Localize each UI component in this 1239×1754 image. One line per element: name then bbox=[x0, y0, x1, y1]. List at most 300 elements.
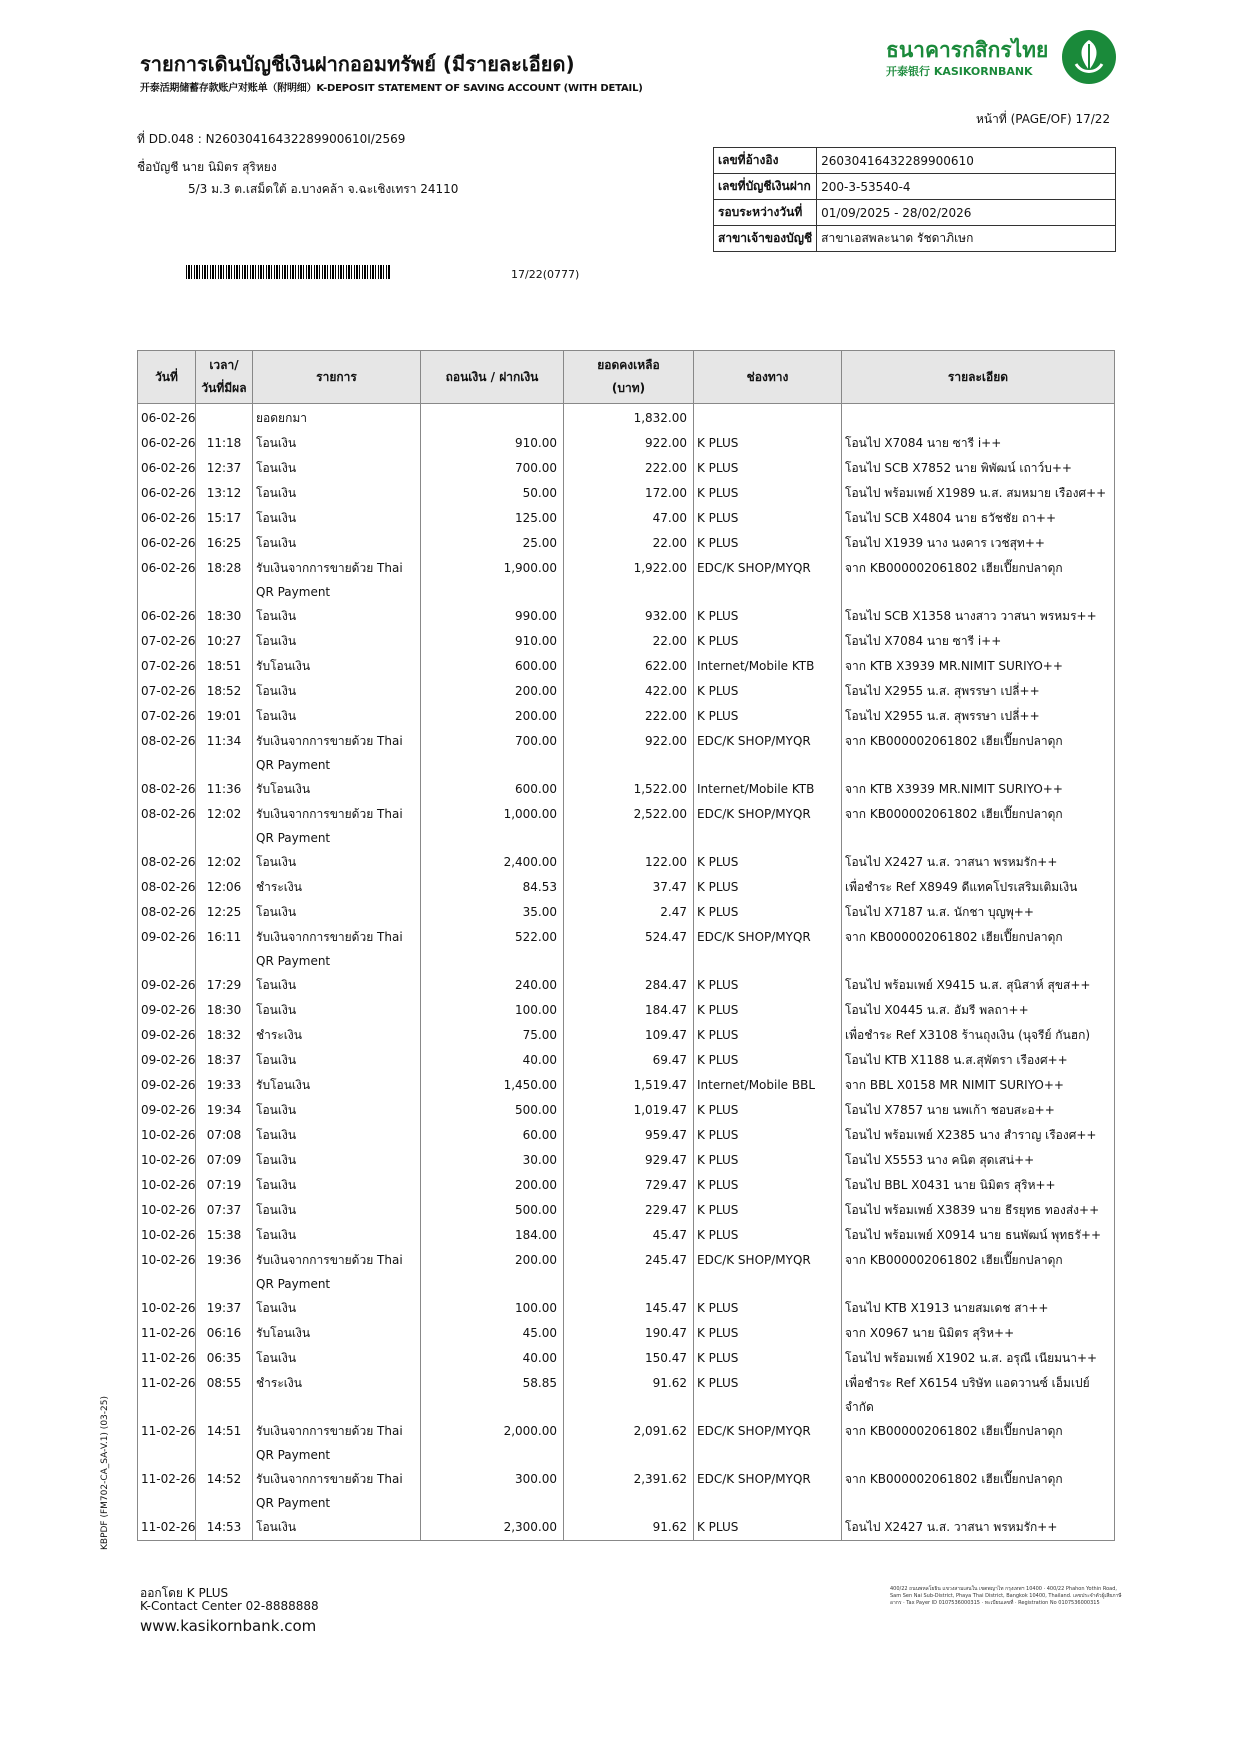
cell-detail: โอนไป SCB X1358 นางสาว วาสนา พรหมร++ bbox=[842, 604, 1115, 629]
table-row bbox=[138, 1296, 1115, 1321]
cell-amount: 100.00 bbox=[421, 998, 564, 1023]
cell-channel: Internet/Mobile KTB bbox=[694, 654, 842, 679]
cell-detail: โอนไป SCB X7852 นาย พิพัฒน์ เถาว์บ++ bbox=[842, 456, 1115, 481]
table-row bbox=[138, 850, 1115, 875]
cell-channel: K PLUS bbox=[694, 1048, 842, 1073]
cell-description: โอนเงิน bbox=[253, 1515, 421, 1541]
cell-balance: 109.47 bbox=[564, 1023, 694, 1048]
table-row bbox=[138, 1098, 1115, 1123]
cell-date: 11-02-26 bbox=[138, 1515, 196, 1541]
cell-channel: Internet/Mobile BBL bbox=[694, 1073, 842, 1098]
cell-detail: โอนไป X7084 นาย ซารี i++ bbox=[842, 629, 1115, 654]
cell-time: 11:18 bbox=[196, 431, 253, 456]
cell-time: 14:52 bbox=[196, 1467, 253, 1515]
table-row bbox=[138, 1371, 1115, 1419]
cell-description: โอนเงิน bbox=[253, 850, 421, 875]
cell-detail: โอนไป X2427 น.ส. วาสนา พรหมรัก++ bbox=[842, 1515, 1115, 1541]
account-holder-name: ชื่อบัญชี นาย นิมิตร สุริหยง bbox=[137, 160, 277, 174]
cell-channel: K PLUS bbox=[694, 629, 842, 654]
cell-time: 12:02 bbox=[196, 802, 253, 850]
cell-amount: 910.00 bbox=[421, 629, 564, 654]
cell-time: 19:34 bbox=[196, 1098, 253, 1123]
table-row bbox=[138, 1248, 1115, 1296]
table-row bbox=[138, 1515, 1115, 1541]
table-row bbox=[138, 1419, 1115, 1467]
barcode-number: 17/22(0777) bbox=[511, 268, 580, 281]
table-row bbox=[138, 679, 1115, 704]
cell-date: 08-02-26 bbox=[138, 850, 196, 875]
cell-time: 13:12 bbox=[196, 481, 253, 506]
cell-channel: K PLUS bbox=[694, 1346, 842, 1371]
table-row bbox=[138, 875, 1115, 900]
transaction-table bbox=[137, 350, 1115, 1541]
cell-description: โอนเงิน bbox=[253, 973, 421, 998]
cell-channel: K PLUS bbox=[694, 875, 842, 900]
table-row bbox=[138, 1467, 1115, 1515]
cell-channel: K PLUS bbox=[694, 456, 842, 481]
cell-amount: 1,000.00 bbox=[421, 802, 564, 850]
cell-amount: 100.00 bbox=[421, 1296, 564, 1321]
cell-description: ยอดยกมา bbox=[253, 404, 421, 432]
table-row bbox=[138, 1321, 1115, 1346]
cell-date: 09-02-26 bbox=[138, 973, 196, 998]
cell-description: โอนเงิน bbox=[253, 1173, 421, 1198]
cell-channel: K PLUS bbox=[694, 1515, 842, 1541]
col-header-date: วันที่ bbox=[138, 351, 196, 404]
cell-date: 07-02-26 bbox=[138, 629, 196, 654]
col-header-time: เวลา/ วันที่มีผล bbox=[196, 351, 253, 404]
cell-amount: 600.00 bbox=[421, 654, 564, 679]
cell-description: โอนเงิน bbox=[253, 1048, 421, 1073]
cell-balance: 929.47 bbox=[564, 1148, 694, 1173]
cell-time: 16:11 bbox=[196, 925, 253, 973]
info-value: สาขาเอสพละนาด รัชดาภิเษก bbox=[817, 226, 1116, 252]
cell-amount: 2,300.00 bbox=[421, 1515, 564, 1541]
cell-channel: EDC/K SHOP/MYQR bbox=[694, 729, 842, 777]
cell-balance: 122.00 bbox=[564, 850, 694, 875]
cell-detail: โอนไป X2955 น.ส. สุพรรษา เปลี่++ bbox=[842, 679, 1115, 704]
cell-description: โอนเงิน bbox=[253, 629, 421, 654]
cell-balance: 729.47 bbox=[564, 1173, 694, 1198]
col-header-description: รายการ bbox=[253, 351, 421, 404]
cell-date: 07-02-26 bbox=[138, 679, 196, 704]
table-row bbox=[138, 456, 1115, 481]
cell-date: 07-02-26 bbox=[138, 704, 196, 729]
cell-time: 18:37 bbox=[196, 1048, 253, 1073]
cell-time: 12:37 bbox=[196, 456, 253, 481]
cell-description: โอนเงิน bbox=[253, 1123, 421, 1148]
cell-time: 07:19 bbox=[196, 1173, 253, 1198]
info-value: 200-3-53540-4 bbox=[817, 174, 1116, 200]
cell-balance: 422.00 bbox=[564, 679, 694, 704]
cell-date: 08-02-26 bbox=[138, 900, 196, 925]
cell-detail: โอนไป X1939 นาง นงคาร เวชสุท++ bbox=[842, 531, 1115, 556]
cell-date: 06-02-26 bbox=[138, 506, 196, 531]
cell-description: โอนเงิน bbox=[253, 1148, 421, 1173]
cell-amount: 200.00 bbox=[421, 679, 564, 704]
cell-balance: 245.47 bbox=[564, 1248, 694, 1296]
cell-date: 09-02-26 bbox=[138, 1073, 196, 1098]
cell-description: รับโอนเงิน bbox=[253, 777, 421, 802]
table-row bbox=[138, 1198, 1115, 1223]
cell-time: 19:37 bbox=[196, 1296, 253, 1321]
cell-description: ชำระเงิน bbox=[253, 1023, 421, 1048]
cell-detail: โอนไป KTB X1913 นายสมเดช สา++ bbox=[842, 1296, 1115, 1321]
cell-amount: 40.00 bbox=[421, 1346, 564, 1371]
table-row bbox=[138, 1123, 1115, 1148]
cell-time: 18:52 bbox=[196, 679, 253, 704]
cell-balance: 959.47 bbox=[564, 1123, 694, 1148]
table-row bbox=[138, 1346, 1115, 1371]
cell-balance: 47.00 bbox=[564, 506, 694, 531]
table-row bbox=[138, 1048, 1115, 1073]
table-header-row bbox=[138, 351, 1115, 404]
cell-description: โอนเงิน bbox=[253, 704, 421, 729]
cell-amount: 60.00 bbox=[421, 1123, 564, 1148]
bank-name-en: 开泰银行 KASIKORNBANK bbox=[886, 65, 1033, 78]
cell-amount: 700.00 bbox=[421, 456, 564, 481]
cell-description: โอนเงิน bbox=[253, 456, 421, 481]
info-label: รอบระหว่างวันที่ bbox=[714, 200, 817, 226]
table-row bbox=[138, 404, 1115, 432]
cell-balance: 2,091.62 bbox=[564, 1419, 694, 1467]
cell-date: 08-02-26 bbox=[138, 875, 196, 900]
cell-channel: EDC/K SHOP/MYQR bbox=[694, 556, 842, 604]
cell-description: รับเงินจากการขายด้วย Thai QR Payment bbox=[253, 556, 421, 604]
cell-balance: 222.00 bbox=[564, 456, 694, 481]
cell-channel: K PLUS bbox=[694, 1098, 842, 1123]
col-header-balance: ยอดคงเหลือ (บาท) bbox=[564, 351, 694, 404]
cell-amount: 1,450.00 bbox=[421, 1073, 564, 1098]
cell-date: 06-02-26 bbox=[138, 604, 196, 629]
cell-balance: 2.47 bbox=[564, 900, 694, 925]
cell-amount: 200.00 bbox=[421, 704, 564, 729]
cell-time: 16:25 bbox=[196, 531, 253, 556]
cell-description: รับเงินจากการขายด้วย Thai QR Payment bbox=[253, 1467, 421, 1515]
cell-time: 12:25 bbox=[196, 900, 253, 925]
table-row bbox=[138, 1073, 1115, 1098]
cell-balance: 184.47 bbox=[564, 998, 694, 1023]
cell-date: 09-02-26 bbox=[138, 998, 196, 1023]
cell-balance: 622.00 bbox=[564, 654, 694, 679]
cell-date: 06-02-26 bbox=[138, 481, 196, 506]
cell-amount: 240.00 bbox=[421, 973, 564, 998]
cell-channel: K PLUS bbox=[694, 850, 842, 875]
cell-description: โอนเงิน bbox=[253, 998, 421, 1023]
cell-description: รับโอนเงิน bbox=[253, 654, 421, 679]
cell-detail: โอนไป พร้อมเพย์ X0914 นาย ธนพัฒน์ พุทธรั++ bbox=[842, 1223, 1115, 1248]
page-number: หน้าที่ (PAGE/OF) 17/22 bbox=[976, 112, 1111, 126]
cell-balance: 922.00 bbox=[564, 431, 694, 456]
cell-description: โอนเงิน bbox=[253, 431, 421, 456]
cell-channel: K PLUS bbox=[694, 1023, 842, 1048]
cell-channel bbox=[694, 404, 842, 432]
cell-time: 10:27 bbox=[196, 629, 253, 654]
cell-channel: EDC/K SHOP/MYQR bbox=[694, 1248, 842, 1296]
cell-time: 15:38 bbox=[196, 1223, 253, 1248]
cell-balance: 1,019.47 bbox=[564, 1098, 694, 1123]
cell-amount: 50.00 bbox=[421, 481, 564, 506]
cell-channel: K PLUS bbox=[694, 1321, 842, 1346]
col-header-channel: ช่องทาง bbox=[694, 351, 842, 404]
cell-time: 19:36 bbox=[196, 1248, 253, 1296]
table-row bbox=[138, 900, 1115, 925]
cell-channel: K PLUS bbox=[694, 1371, 842, 1419]
website-link[interactable]: www.kasikornbank.com bbox=[140, 1617, 317, 1635]
cell-balance: 1,922.00 bbox=[564, 556, 694, 604]
cell-detail: โอนไป KTB X1188 น.ส.สุพัตรา เรืองศ++ bbox=[842, 1048, 1115, 1073]
cell-amount: 25.00 bbox=[421, 531, 564, 556]
info-row bbox=[714, 200, 1116, 226]
cell-date: 06-02-26 bbox=[138, 431, 196, 456]
cell-time: 07:09 bbox=[196, 1148, 253, 1173]
cell-detail: โอนไป X7187 น.ส. นักชา บุญพุ++ bbox=[842, 900, 1115, 925]
cell-balance: 69.47 bbox=[564, 1048, 694, 1073]
cell-time: 06:35 bbox=[196, 1346, 253, 1371]
table-row bbox=[138, 481, 1115, 506]
cell-channel: K PLUS bbox=[694, 1123, 842, 1148]
cell-channel: K PLUS bbox=[694, 1173, 842, 1198]
cell-date: 08-02-26 bbox=[138, 729, 196, 777]
info-label: เลขที่อ้างอิง bbox=[714, 148, 817, 174]
cell-channel: EDC/K SHOP/MYQR bbox=[694, 925, 842, 973]
cell-channel: K PLUS bbox=[694, 1148, 842, 1173]
bank-address: 400/22 ถนนพหลโยธิน แขวงสามเสนใน เขตพญาไท กรุงเทพฯ 10400 · 400/22 Phahon Yothin Road, Sam Sen Nai Sub-District, Phaya Thai District, Bangkok 10400, Thailand. เลขประจำตัวผู้เสียภาษีอากร · Tax Payer ID 0107536000315 · ทะเบียนเลขที่ · Registration No 0107536000315 bbox=[890, 1586, 1122, 1606]
cell-date: 06-02-26 bbox=[138, 531, 196, 556]
document-reference: ที่ DD.048 : N26030416432289900610I/2569 bbox=[137, 132, 406, 146]
cell-amount: 300.00 bbox=[421, 1467, 564, 1515]
cell-date: 11-02-26 bbox=[138, 1346, 196, 1371]
cell-detail: จาก KB000002061802 เฮียเปี๊ยกปลาดุก bbox=[842, 802, 1115, 850]
table-row bbox=[138, 729, 1115, 777]
table-row bbox=[138, 973, 1115, 998]
table-row bbox=[138, 1223, 1115, 1248]
cell-detail: เพื่อชำระ Ref X8949 ดีแทคโปรเสริมเติมเงิน bbox=[842, 875, 1115, 900]
cell-date: 11-02-26 bbox=[138, 1371, 196, 1419]
cell-amount: 990.00 bbox=[421, 604, 564, 629]
cell-balance: 91.62 bbox=[564, 1515, 694, 1541]
bank-name-th: ธนาคารกสิกรไทย bbox=[886, 38, 1049, 62]
cell-detail: จาก KB000002061802 เฮียเปี๊ยกปลาดุก bbox=[842, 925, 1115, 973]
cell-time: 19:33 bbox=[196, 1073, 253, 1098]
cell-date: 06-02-26 bbox=[138, 556, 196, 604]
cell-balance: 222.00 bbox=[564, 704, 694, 729]
cell-description: โอนเงิน bbox=[253, 1296, 421, 1321]
account-holder-address: 5/3 ม.3 ต.เสม็ดใต้ อ.บางคล้า จ.ฉะเชิงเทรา 24110 bbox=[188, 182, 459, 196]
cell-description: รับเงินจากการขายด้วย Thai QR Payment bbox=[253, 1248, 421, 1296]
cell-description: โอนเงิน bbox=[253, 1098, 421, 1123]
cell-time: 07:37 bbox=[196, 1198, 253, 1223]
cell-description: ชำระเงิน bbox=[253, 875, 421, 900]
table-row bbox=[138, 1148, 1115, 1173]
cell-detail: โอนไป พร้อมเพย์ X3839 นาย ธีรยุทธ ทองส่ง++ bbox=[842, 1198, 1115, 1223]
cell-channel: K PLUS bbox=[694, 704, 842, 729]
cell-detail: โอนไป X2955 น.ส. สุพรรษา เปลี่++ bbox=[842, 704, 1115, 729]
cell-balance: 91.62 bbox=[564, 1371, 694, 1419]
table-row bbox=[138, 654, 1115, 679]
cell-detail: โอนไป BBL X0431 นาย นิมิตร สุริห++ bbox=[842, 1173, 1115, 1198]
cell-balance: 1,832.00 bbox=[564, 404, 694, 432]
cell-detail: โอนไป X2427 น.ส. วาสนา พรหมรัก++ bbox=[842, 850, 1115, 875]
cell-time: 08:55 bbox=[196, 1371, 253, 1419]
cell-balance: 22.00 bbox=[564, 531, 694, 556]
cell-detail: โอนไป พร้อมเพย์ X2385 นาง สำราญ เรืองศ++ bbox=[842, 1123, 1115, 1148]
cell-description: โอนเงิน bbox=[253, 1346, 421, 1371]
cell-amount: 1,900.00 bbox=[421, 556, 564, 604]
cell-channel: K PLUS bbox=[694, 1296, 842, 1321]
kasikornbank-logo-icon bbox=[1062, 30, 1116, 84]
cell-balance: 932.00 bbox=[564, 604, 694, 629]
cell-detail: โอนไป X7857 นาย นพเก้า ชอบสะอ++ bbox=[842, 1098, 1115, 1123]
col-header-detail: รายละเอียด bbox=[842, 351, 1115, 404]
cell-date: 11-02-26 bbox=[138, 1419, 196, 1467]
cell-time: 14:51 bbox=[196, 1419, 253, 1467]
cell-detail: โอนไป พร้อมเพย์ X9415 น.ส. สุนิสาห์ สุขส++ bbox=[842, 973, 1115, 998]
cell-detail: โอนไป พร้อมเพย์ X1902 น.ส. อรุณี เนียมนา++ bbox=[842, 1346, 1115, 1371]
cell-description: โอนเงิน bbox=[253, 1223, 421, 1248]
cell-channel: EDC/K SHOP/MYQR bbox=[694, 802, 842, 850]
table-row bbox=[138, 1023, 1115, 1048]
table-row bbox=[138, 531, 1115, 556]
cell-description: โอนเงิน bbox=[253, 531, 421, 556]
cell-channel: K PLUS bbox=[694, 431, 842, 456]
cell-description: รับเงินจากการขายด้วย Thai QR Payment bbox=[253, 729, 421, 777]
cell-balance: 45.47 bbox=[564, 1223, 694, 1248]
cell-time: 18:32 bbox=[196, 1023, 253, 1048]
info-row bbox=[714, 226, 1116, 252]
table-row bbox=[138, 431, 1115, 456]
cell-date: 08-02-26 bbox=[138, 802, 196, 850]
cell-date: 06-02-26 bbox=[138, 404, 196, 432]
info-value: 26030416432289900610 bbox=[817, 148, 1116, 174]
cell-balance: 145.47 bbox=[564, 1296, 694, 1321]
cell-date: 11-02-26 bbox=[138, 1467, 196, 1515]
cell-description: รับเงินจากการขายด้วย Thai QR Payment bbox=[253, 1419, 421, 1467]
barcode bbox=[186, 265, 390, 279]
cell-date: 10-02-26 bbox=[138, 1296, 196, 1321]
account-info-table bbox=[713, 147, 1116, 252]
cell-time: 12:02 bbox=[196, 850, 253, 875]
cell-detail: เพื่อชำระ Ref X3108 ร้านถุงเงิน (นุจรีย์ กันฮก) bbox=[842, 1023, 1115, 1048]
cell-balance: 22.00 bbox=[564, 629, 694, 654]
cell-date: 08-02-26 bbox=[138, 777, 196, 802]
cell-detail: โอนไป X7084 นาย ซารี i++ bbox=[842, 431, 1115, 456]
table-row bbox=[138, 802, 1115, 850]
cell-detail: จาก X0967 นาย นิมิตร สุริห++ bbox=[842, 1321, 1115, 1346]
cell-time: 18:28 bbox=[196, 556, 253, 604]
cell-amount: 700.00 bbox=[421, 729, 564, 777]
table-row bbox=[138, 556, 1115, 604]
cell-time: 14:53 bbox=[196, 1515, 253, 1541]
cell-balance: 172.00 bbox=[564, 481, 694, 506]
cell-description: โอนเงิน bbox=[253, 900, 421, 925]
cell-detail: จาก KB000002061802 เฮียเปี๊ยกปลาดุก bbox=[842, 1248, 1115, 1296]
cell-channel: K PLUS bbox=[694, 973, 842, 998]
cell-balance: 150.47 bbox=[564, 1346, 694, 1371]
cell-amount: 500.00 bbox=[421, 1198, 564, 1223]
cell-time: 19:01 bbox=[196, 704, 253, 729]
cell-date: 07-02-26 bbox=[138, 654, 196, 679]
cell-balance: 229.47 bbox=[564, 1198, 694, 1223]
cell-detail: จาก KB000002061802 เฮียเปี๊ยกปลาดุก bbox=[842, 729, 1115, 777]
cell-detail: จาก KB000002061802 เฮียเปี๊ยกปลาดุก bbox=[842, 556, 1115, 604]
cell-description: โอนเงิน bbox=[253, 506, 421, 531]
cell-description: โอนเงิน bbox=[253, 1198, 421, 1223]
cell-balance: 2,391.62 bbox=[564, 1467, 694, 1515]
table-row bbox=[138, 629, 1115, 654]
cell-date: 09-02-26 bbox=[138, 925, 196, 973]
cell-description: รับเงินจากการขายด้วย Thai QR Payment bbox=[253, 802, 421, 850]
cell-time: 18:30 bbox=[196, 604, 253, 629]
table-row bbox=[138, 704, 1115, 729]
cell-detail: จาก KB000002061802 เฮียเปี๊ยกปลาดุก bbox=[842, 1467, 1115, 1515]
cell-channel: K PLUS bbox=[694, 531, 842, 556]
cell-date: 10-02-26 bbox=[138, 1223, 196, 1248]
cell-time: 18:51 bbox=[196, 654, 253, 679]
cell-description: โอนเงิน bbox=[253, 604, 421, 629]
cell-amount bbox=[421, 404, 564, 432]
cell-balance: 2,522.00 bbox=[564, 802, 694, 850]
cell-time: 15:17 bbox=[196, 506, 253, 531]
cell-amount: 910.00 bbox=[421, 431, 564, 456]
cell-detail: โอนไป X0445 น.ส. อัมรี พลถา++ bbox=[842, 998, 1115, 1023]
cell-channel: K PLUS bbox=[694, 1223, 842, 1248]
cell-detail: เพื่อชำระ Ref X6154 บริษัท แอดวานซ์ เอ็มเปย์ จำกัด bbox=[842, 1371, 1115, 1419]
col-header-amount: ถอนเงิน / ฝากเงิน bbox=[421, 351, 564, 404]
cell-detail: จาก KTB X3939 MR.NIMIT SURIYO++ bbox=[842, 777, 1115, 802]
cell-amount: 45.00 bbox=[421, 1321, 564, 1346]
issued-by: ออกโดย K PLUS bbox=[140, 1586, 229, 1600]
cell-amount: 500.00 bbox=[421, 1098, 564, 1123]
cell-detail: จาก KB000002061802 เฮียเปี๊ยกปลาดุก bbox=[842, 1419, 1115, 1467]
cell-balance: 922.00 bbox=[564, 729, 694, 777]
cell-amount: 75.00 bbox=[421, 1023, 564, 1048]
cell-amount: 200.00 bbox=[421, 1173, 564, 1198]
cell-date: 11-02-26 bbox=[138, 1321, 196, 1346]
cell-date: 10-02-26 bbox=[138, 1148, 196, 1173]
statement-title-en: 开泰活期储蓄存款账户对账单（附明细）K-DEPOSIT STATEMENT OF SAVING ACCOUNT (WITH DETAIL) bbox=[140, 83, 643, 94]
cell-description: รับโอนเงิน bbox=[253, 1321, 421, 1346]
cell-description: โอนเงิน bbox=[253, 481, 421, 506]
cell-amount: 30.00 bbox=[421, 1148, 564, 1173]
table-row bbox=[138, 506, 1115, 531]
cell-date: 10-02-26 bbox=[138, 1173, 196, 1198]
cell-detail: โอนไป พร้อมเพย์ X1989 น.ส. สมหมาย เรืองศ++ bbox=[842, 481, 1115, 506]
cell-channel: K PLUS bbox=[694, 604, 842, 629]
cell-description: โอนเงิน bbox=[253, 679, 421, 704]
cell-description: รับโอนเงิน bbox=[253, 1073, 421, 1098]
cell-balance: 1,522.00 bbox=[564, 777, 694, 802]
cell-time: 11:34 bbox=[196, 729, 253, 777]
cell-balance: 190.47 bbox=[564, 1321, 694, 1346]
cell-time: 12:06 bbox=[196, 875, 253, 900]
cell-amount: 200.00 bbox=[421, 1248, 564, 1296]
cell-time bbox=[196, 404, 253, 432]
table-row bbox=[138, 777, 1115, 802]
cell-date: 09-02-26 bbox=[138, 1023, 196, 1048]
table-row bbox=[138, 604, 1115, 629]
cell-detail: จาก KTB X3939 MR.NIMIT SURIYO++ bbox=[842, 654, 1115, 679]
cell-channel: Internet/Mobile KTB bbox=[694, 777, 842, 802]
cell-date: 09-02-26 bbox=[138, 1048, 196, 1073]
cell-channel: K PLUS bbox=[694, 679, 842, 704]
cell-amount: 40.00 bbox=[421, 1048, 564, 1073]
cell-amount: 600.00 bbox=[421, 777, 564, 802]
cell-time: 07:08 bbox=[196, 1123, 253, 1148]
info-label: สาขาเจ้าของบัญชี bbox=[714, 226, 817, 252]
cell-channel: K PLUS bbox=[694, 481, 842, 506]
info-row bbox=[714, 148, 1116, 174]
